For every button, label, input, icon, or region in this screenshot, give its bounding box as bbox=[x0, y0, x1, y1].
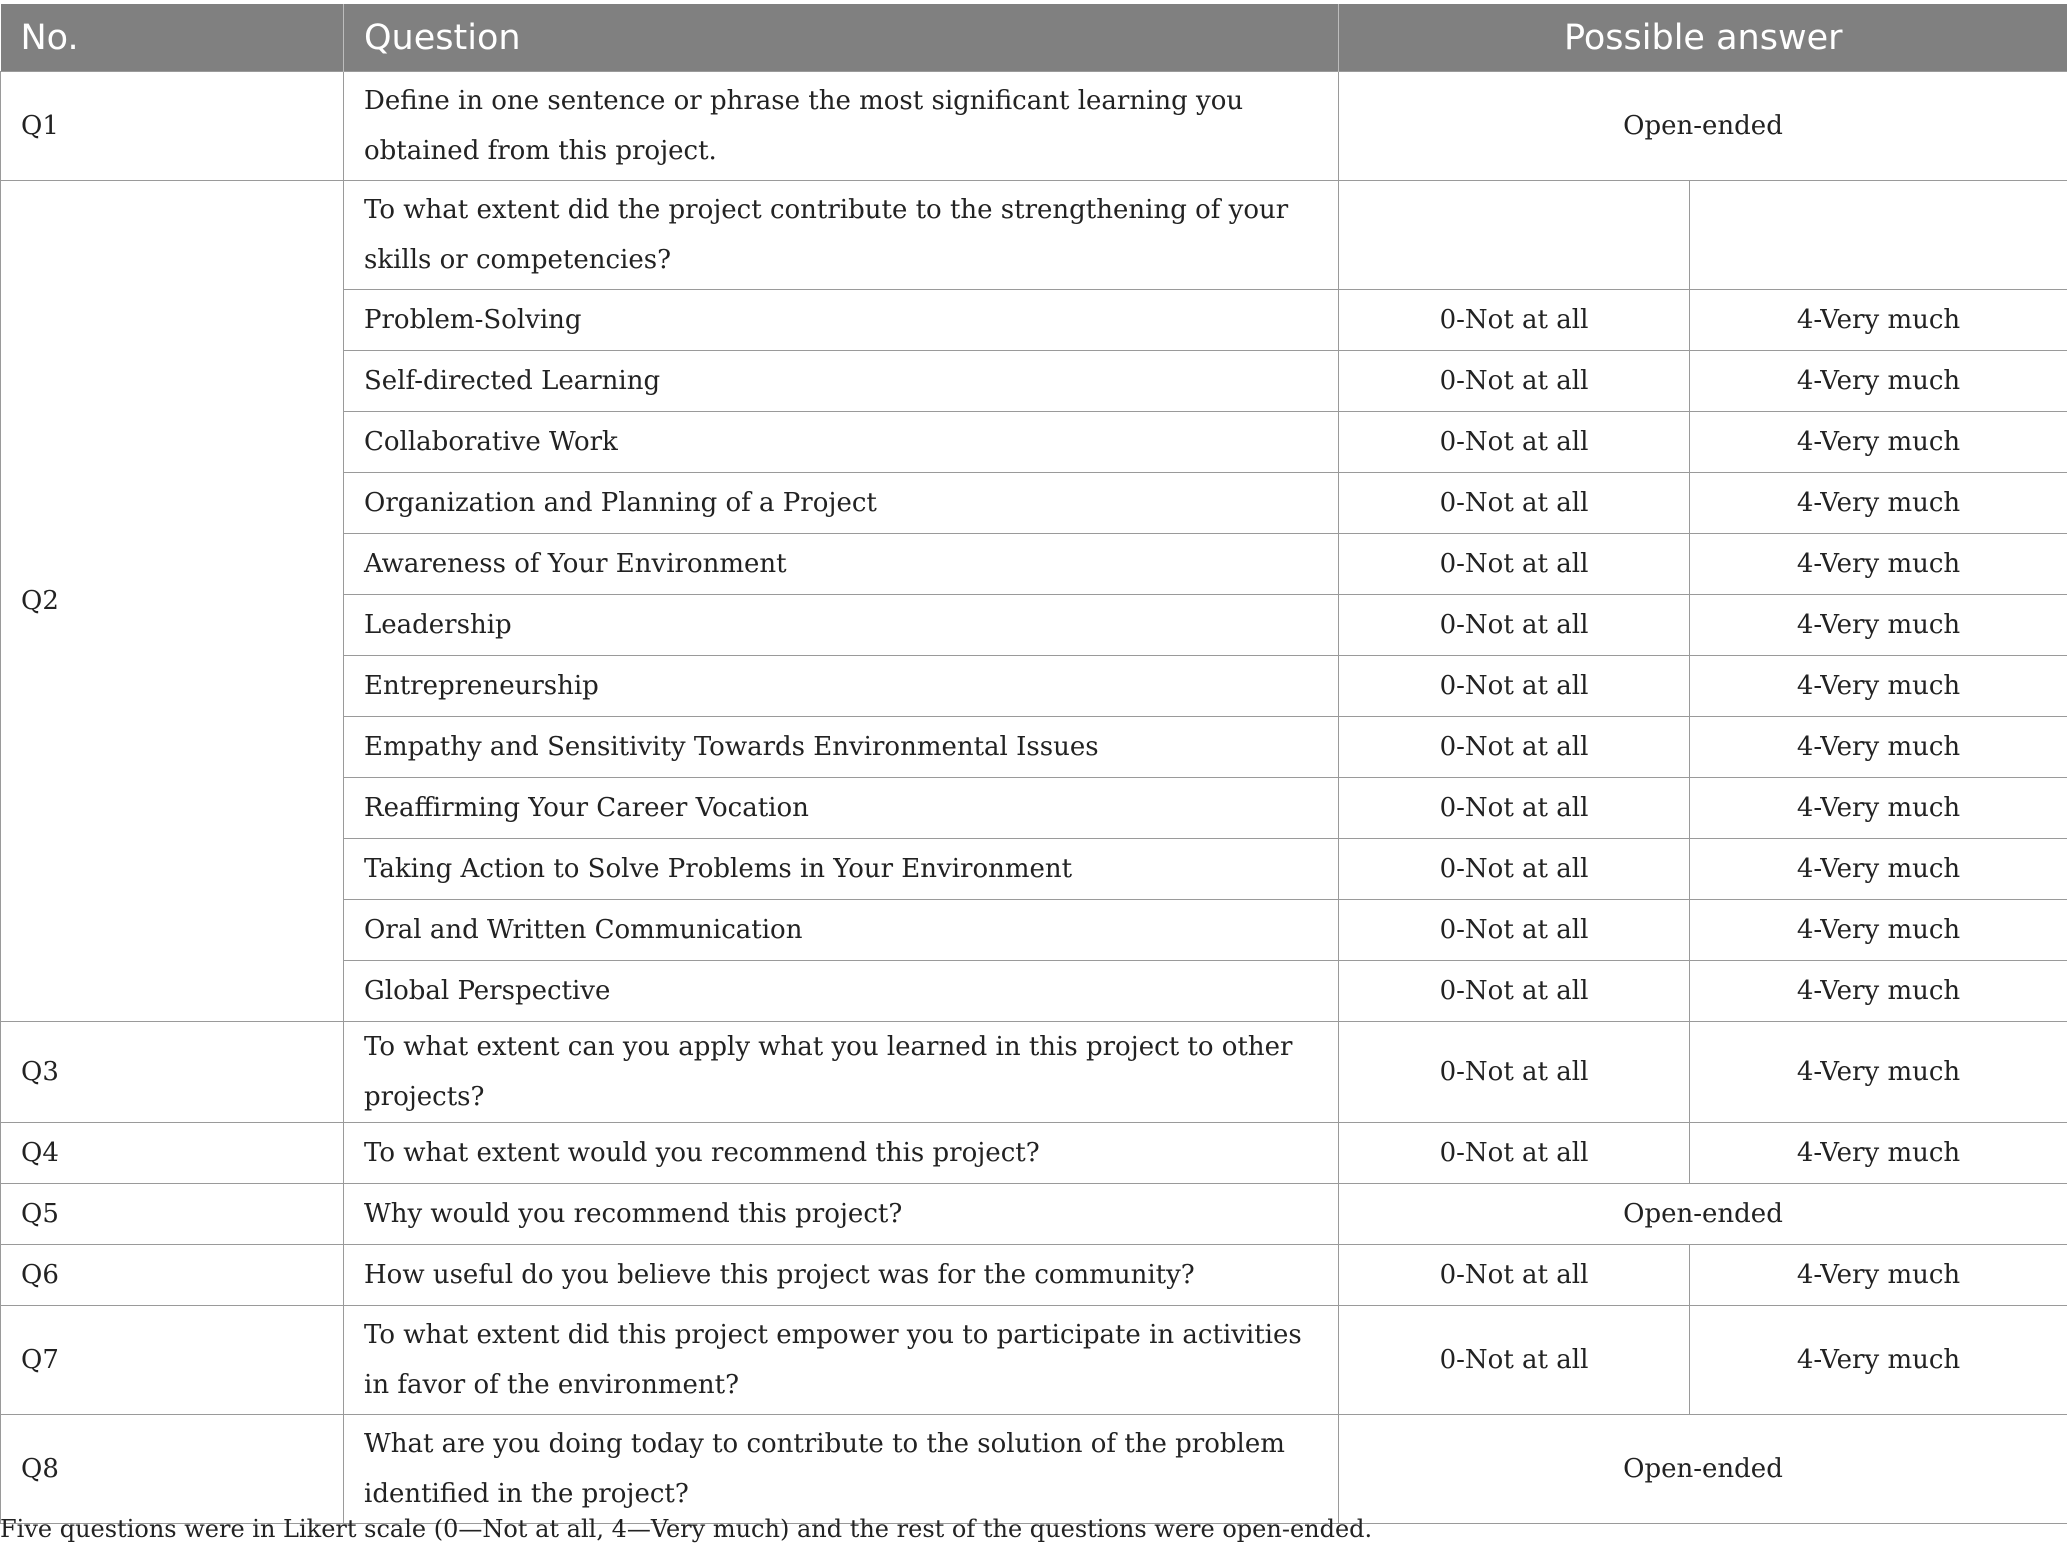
scale-low: 0-Not at all bbox=[1339, 595, 1690, 656]
scale-low: 0-Not at all bbox=[1339, 412, 1690, 473]
scale-high: 4-Very much bbox=[1690, 1022, 2067, 1123]
question-number: Q7 bbox=[1, 1306, 344, 1415]
header-no: No. bbox=[1, 4, 344, 72]
skill-label: Awareness of Your Environment bbox=[344, 534, 1339, 595]
skill-label: Collaborative Work bbox=[344, 412, 1339, 473]
table-row bbox=[1, 1123, 2067, 1184]
scale-high: 4-Very much bbox=[1690, 961, 2067, 1022]
scale-low: 0-Not at all bbox=[1339, 900, 1690, 961]
scale-high: 4-Very much bbox=[1690, 1123, 2067, 1184]
skill-label: Reaffirming Your Career Vocation bbox=[344, 778, 1339, 839]
answer-blank bbox=[1690, 181, 2067, 290]
question-text: To what extent can you apply what you learned in this project to other projects? bbox=[344, 1022, 1339, 1123]
scale-low: 0-Not at all bbox=[1339, 1022, 1690, 1123]
scale-low: 0-Not at all bbox=[1339, 778, 1690, 839]
answer-open-ended: Open-ended bbox=[1339, 72, 2067, 181]
question-number: Q5 bbox=[1, 1184, 344, 1245]
table-row bbox=[1, 72, 2067, 181]
question-text: Why would you recommend this project? bbox=[344, 1184, 1339, 1245]
answer-open-ended: Open-ended bbox=[1339, 1415, 2067, 1524]
question-number: Q2 bbox=[1, 181, 344, 1022]
question-text: To what extent did this project empower you to participate in activities in favor of the environment? bbox=[344, 1306, 1339, 1415]
scale-high: 4-Very much bbox=[1690, 412, 2067, 473]
skill-label: Taking Action to Solve Problems in Your Environment bbox=[344, 839, 1339, 900]
scale-high: 4-Very much bbox=[1690, 351, 2067, 412]
scale-low: 0-Not at all bbox=[1339, 961, 1690, 1022]
table-footnote: Five questions were in Likert scale (0—Not at all, 4—Very much) and the rest of the questions were open-ended. bbox=[0, 1515, 1373, 1543]
table-wrapper bbox=[0, 4, 2067, 1524]
scale-high: 4-Very much bbox=[1690, 534, 2067, 595]
skill-label: Empathy and Sensitivity Towards Environmental Issues bbox=[344, 717, 1339, 778]
scale-high: 4-Very much bbox=[1690, 900, 2067, 961]
scale-high: 4-Very much bbox=[1690, 656, 2067, 717]
survey-table bbox=[0, 4, 2067, 1524]
header-question: Question bbox=[344, 4, 1339, 72]
answer-blank bbox=[1339, 181, 1690, 290]
header-possible-answer: Possible answer bbox=[1339, 4, 2067, 72]
question-text: How useful do you believe this project was for the community? bbox=[344, 1245, 1339, 1306]
question-text: To what extent did the project contribute to the strengthening of your skills or competencies? bbox=[344, 181, 1339, 290]
table-row bbox=[1, 1245, 2067, 1306]
scale-low: 0-Not at all bbox=[1339, 473, 1690, 534]
table-row bbox=[1, 1184, 2067, 1245]
answer-open-ended: Open-ended bbox=[1339, 1184, 2067, 1245]
scale-high: 4-Very much bbox=[1690, 595, 2067, 656]
scale-low: 0-Not at all bbox=[1339, 1306, 1690, 1415]
header-row bbox=[1, 4, 2067, 72]
scale-high: 4-Very much bbox=[1690, 778, 2067, 839]
scale-high: 4-Very much bbox=[1690, 1245, 2067, 1306]
scale-high: 4-Very much bbox=[1690, 839, 2067, 900]
scale-high: 4-Very much bbox=[1690, 717, 2067, 778]
scale-low: 0-Not at all bbox=[1339, 351, 1690, 412]
question-text: To what extent would you recommend this project? bbox=[344, 1123, 1339, 1184]
skill-label: Entrepreneurship bbox=[344, 656, 1339, 717]
question-number: Q4 bbox=[1, 1123, 344, 1184]
scale-low: 0-Not at all bbox=[1339, 656, 1690, 717]
skill-label: Organization and Planning of a Project bbox=[344, 473, 1339, 534]
scale-high: 4-Very much bbox=[1690, 290, 2067, 351]
scale-high: 4-Very much bbox=[1690, 1306, 2067, 1415]
skill-label: Global Perspective bbox=[344, 961, 1339, 1022]
scale-high: 4-Very much bbox=[1690, 473, 2067, 534]
question-text: What are you doing today to contribute to the solution of the problem identified in the project? bbox=[344, 1415, 1339, 1524]
scale-low: 0-Not at all bbox=[1339, 1245, 1690, 1306]
question-text: Define in one sentence or phrase the most significant learning you obtained from this project. bbox=[344, 72, 1339, 181]
table-row bbox=[1, 1022, 2067, 1123]
scale-low: 0-Not at all bbox=[1339, 290, 1690, 351]
skill-label: Problem-Solving bbox=[344, 290, 1339, 351]
table-row bbox=[1, 181, 2067, 290]
question-number: Q1 bbox=[1, 72, 344, 181]
scale-low: 0-Not at all bbox=[1339, 717, 1690, 778]
skill-label: Oral and Written Communication bbox=[344, 900, 1339, 961]
skill-label: Leadership bbox=[344, 595, 1339, 656]
question-number: Q8 bbox=[1, 1415, 344, 1524]
skill-label: Self-directed Learning bbox=[344, 351, 1339, 412]
table-row bbox=[1, 1306, 2067, 1415]
scale-low: 0-Not at all bbox=[1339, 1123, 1690, 1184]
question-number: Q6 bbox=[1, 1245, 344, 1306]
scale-low: 0-Not at all bbox=[1339, 839, 1690, 900]
table-row bbox=[1, 1415, 2067, 1524]
question-number: Q3 bbox=[1, 1022, 344, 1123]
scale-low: 0-Not at all bbox=[1339, 534, 1690, 595]
